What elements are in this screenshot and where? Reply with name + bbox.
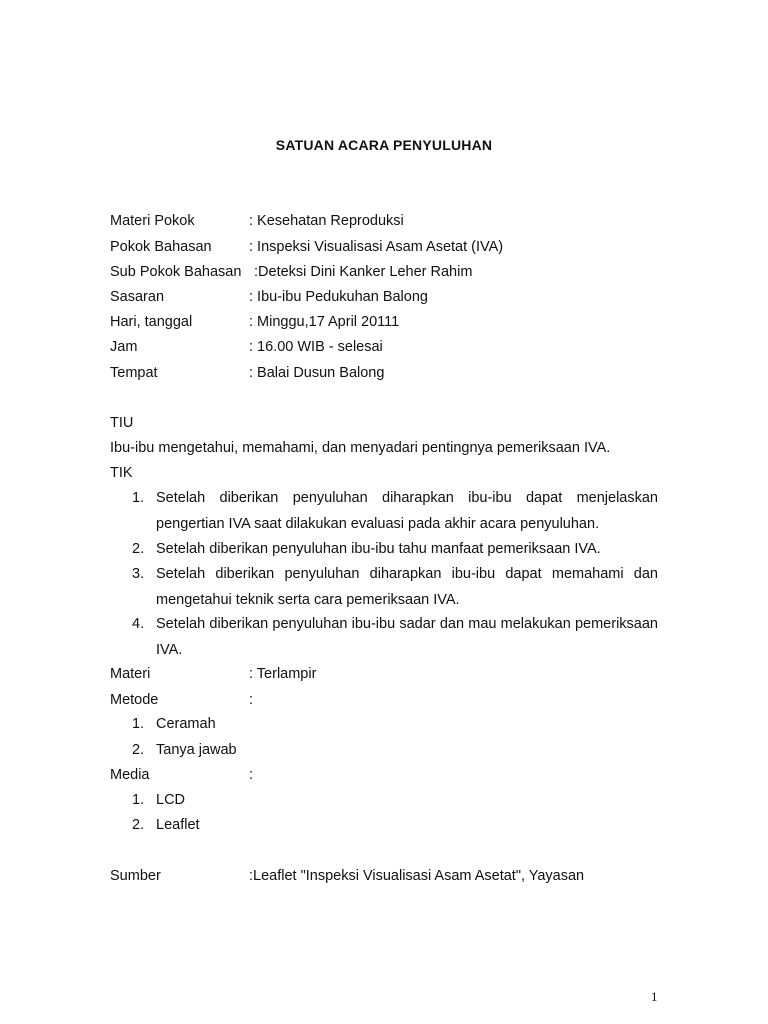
info-label: Pokok Bahasan — [110, 239, 212, 255]
media-row — [110, 765, 670, 785]
info-row-sasaran — [110, 287, 670, 307]
materi-label: Materi — [110, 666, 151, 682]
tik-item-text: Setelah diberikan penyuluhan diharapkan ibu-ibu dapat memahami dan mengetahui teknik serta cara pemeriksaan IVA. — [156, 566, 658, 608]
tik-item-text: Setelah diberikan penyuluhan diharapkan ibu-ibu dapat menjelaskan pengertian IVA saat dilakukan evaluasi pada akhir acara penyuluhan. — [156, 490, 658, 532]
sumber-value: :Leaflet "Inspeksi Visualisasi Asam Asetat", Yayasan — [249, 868, 585, 884]
info-row-sub-pokok-bahasan — [110, 262, 670, 282]
metode-item-number: 1. — [132, 716, 145, 732]
info-value: : Inspeksi Visualisasi Asam Asetat (IVA) — [249, 239, 504, 255]
metode-item — [132, 740, 237, 760]
media-item-text: LCD — [156, 792, 186, 808]
document-title: SATUAN ACARA PENYULUHAN — [275, 137, 493, 153]
media-item — [132, 790, 185, 810]
metode-item-text: Ceramah — [156, 716, 216, 732]
media-colon: : — [249, 767, 254, 783]
metode-item — [132, 714, 216, 734]
media-label: Media — [110, 767, 150, 783]
page-number: 1 — [651, 989, 658, 1004]
media-item-number: 2. — [132, 817, 145, 833]
info-row-hari-tanggal — [110, 312, 670, 332]
info-row-jam — [110, 337, 670, 357]
tik-item-number: 3. — [132, 566, 145, 582]
sumber-label: Sumber — [110, 868, 161, 884]
tiu-text: Ibu-ibu mengetahui, memahami, dan menyadari pentingnya pemeriksaan IVA. — [110, 440, 611, 456]
tik-item-number: 4. — [132, 616, 145, 632]
tik-heading: TIK — [110, 465, 133, 481]
info-label: Tempat — [110, 365, 158, 381]
info-value: : Balai Dusun Balong — [249, 365, 385, 381]
info-row-pokok-bahasan — [110, 237, 670, 257]
info-label: Sub Pokok Bahasan — [110, 264, 242, 280]
metode-item-text: Tanya jawab — [156, 742, 237, 758]
tik-item-text: Setelah diberikan penyuluhan ibu-ibu tahu manfaat pemeriksaan IVA. — [156, 541, 601, 557]
metode-row — [110, 690, 670, 710]
info-value: : 16.00 WIB - selesai — [249, 339, 383, 355]
media-item-number: 1. — [132, 792, 145, 808]
tik-item-number: 2. — [132, 541, 145, 557]
materi-row — [110, 664, 670, 684]
info-label: Hari, tanggal — [110, 314, 193, 330]
media-item — [132, 815, 200, 835]
materi-value: : Terlampir — [249, 666, 317, 682]
info-label: Materi Pokok — [110, 213, 195, 229]
info-value: : Ibu-ibu Pedukuhan Balong — [249, 289, 428, 305]
metode-colon: : — [249, 692, 254, 708]
tik-item-text: Setelah diberikan penyuluhan ibu-ibu sadar dan mau melakukan pemeriksaan IVA. — [156, 616, 658, 658]
info-label: Jam — [110, 339, 138, 355]
metode-item-number: 2. — [132, 742, 145, 758]
media-item-text: Leaflet — [156, 817, 200, 833]
info-value: :Deteksi Dini Kanker Leher Rahim — [254, 264, 473, 280]
tik-item-number: 1. — [132, 490, 145, 506]
info-value: : Minggu,17 April 20111 — [249, 314, 400, 330]
sumber-row — [110, 866, 670, 886]
info-value: : Kesehatan Reproduksi — [249, 213, 404, 229]
tiu-heading: TIU — [110, 415, 134, 431]
metode-label: Metode — [110, 692, 159, 708]
info-row-tempat — [110, 363, 670, 383]
info-row-materi-pokok — [110, 211, 670, 231]
info-label: Sasaran — [110, 289, 165, 305]
